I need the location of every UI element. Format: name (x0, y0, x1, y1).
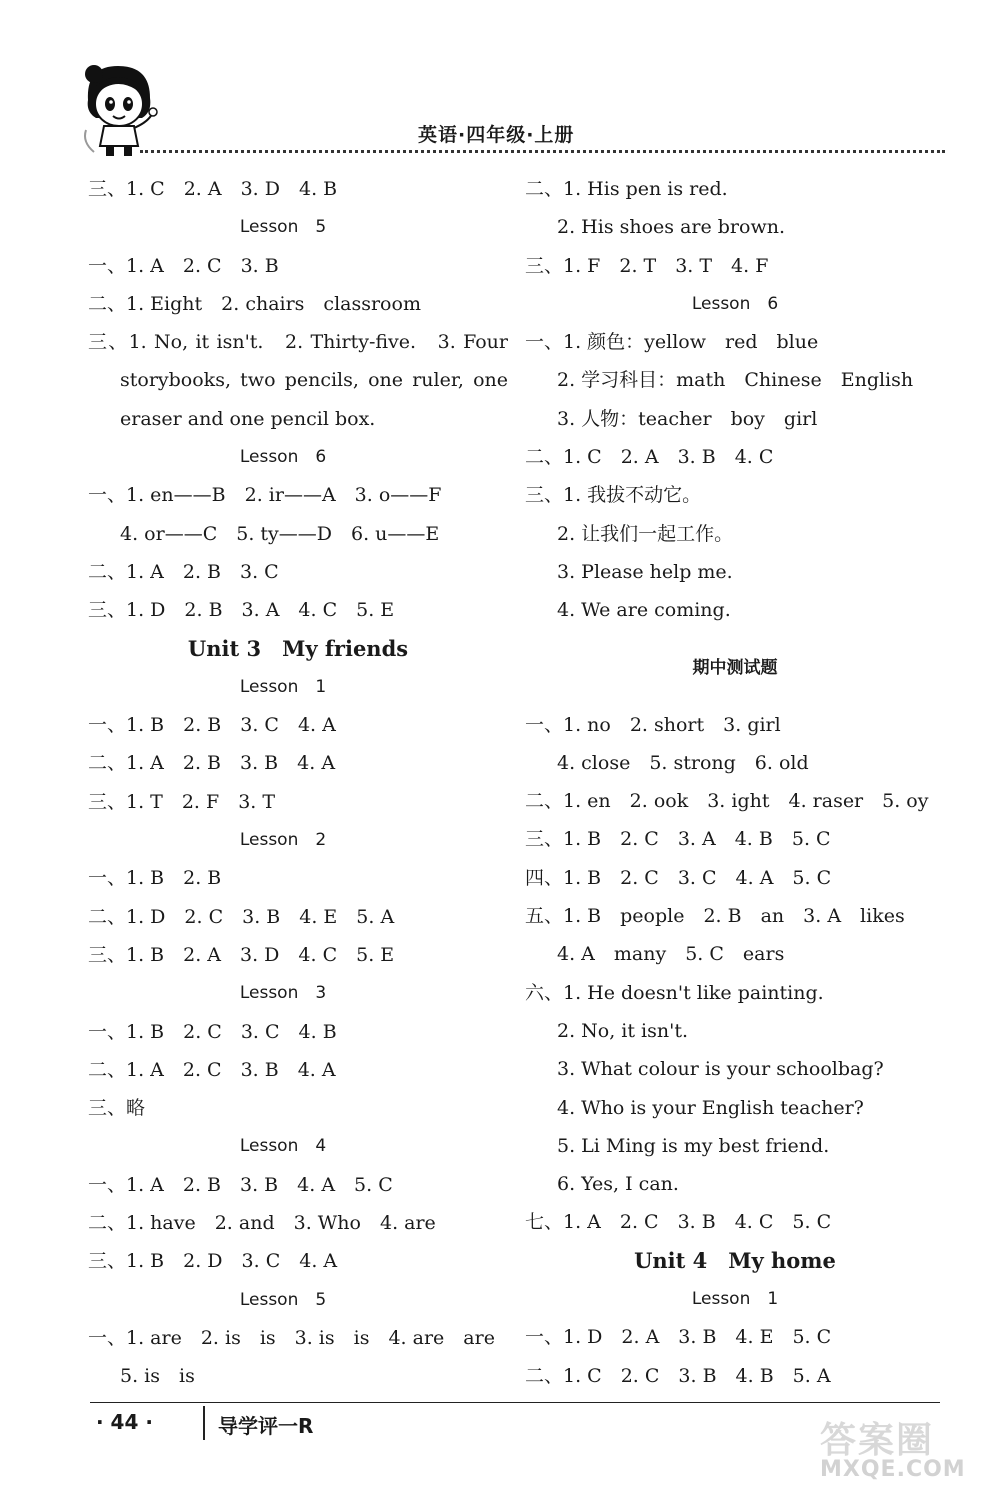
answer-line: 四、1. B 2. C 3. C 4. A 5. C (525, 866, 832, 889)
answer-line: 5. is is (120, 1365, 195, 1388)
answer-line: 3. Please help me. (557, 560, 733, 583)
answer-line: 一、1. 颜色：yellow red blue (525, 331, 819, 354)
answer-line: eraser and one pencil box. (120, 407, 376, 430)
lesson-heading: Lesson 2 (239, 830, 327, 851)
lesson-heading: Lesson 1 (691, 1289, 779, 1310)
answer-line: 4. A many 5. C ears (557, 943, 785, 966)
footer-divider (203, 1406, 205, 1440)
lesson-heading: Lesson 5 (239, 1289, 327, 1310)
lesson-heading: Lesson 5 (239, 217, 327, 238)
answer-line: 3. What colour is your schoolbag? (557, 1058, 884, 1081)
answer-line: 二、1. C 2. A 3. B 4. C (525, 446, 774, 469)
answer-line: 一、1. D 2. A 3. B 4. E 5. C (525, 1326, 832, 1349)
answer-line: 2. His shoes are brown. (557, 216, 785, 239)
left-answer-column (88, 170, 508, 1396)
lesson-heading: Lesson 3 (239, 983, 327, 1004)
answer-line: 三、1. B 2. D 3. C 4. A (88, 1250, 338, 1273)
lesson-heading: Lesson 4 (239, 1136, 327, 1157)
answer-line: 2. No, it isn't. (557, 1019, 689, 1042)
answer-line: 一、1. A 2. B 3. B 4. A 5. C (88, 1173, 393, 1196)
answer-line: 一、1. en——B 2. ir——A 3. o——F (88, 484, 442, 507)
answer-line: 二、1. C 2. C 3. B 4. B 5. A (525, 1364, 831, 1387)
watermark-url: MXQE.COM (820, 1457, 966, 1482)
cartoon-girl-mascot-icon (78, 60, 160, 158)
answer-line: 2. 让我们一起工作。 (557, 522, 734, 545)
unit-heading: Unit 3 My friends (187, 635, 409, 661)
answer-line: 6. Yes, I can. (557, 1173, 679, 1196)
answer-line: 二、1. A 2. C 3. B 4. A (88, 1058, 336, 1081)
answer-line: 三、1. B 2. A 3. D 4. C 5. E (88, 943, 395, 966)
answer-line: 4. close 5. strong 6. old (557, 751, 809, 774)
page-header (0, 0, 1000, 160)
watermark-title: 答案圈 (820, 1420, 935, 1461)
answer-line: storybooks, two pencils, one ruler, one (120, 369, 508, 392)
answer-line: 二、1. Eight 2. chairs classroom (88, 292, 421, 315)
answer-line: 三、1. T 2. F 3. T (88, 790, 276, 813)
answer-line: 三、略 (88, 1097, 146, 1120)
answer-line: 二、1. have 2. and 3. Who 4. are (88, 1212, 436, 1235)
answer-line: 一、1. B 2. B 3. C 4. A (88, 714, 336, 737)
series-name: 导学评一R (218, 1414, 314, 1438)
answer-line: 二、1. A 2. B 3. B 4. A (88, 752, 336, 775)
answer-line: 二、1. His pen is red. (525, 178, 728, 200)
footer-rule (90, 1402, 940, 1403)
answer-line: 一、1. no 2. short 3. girl (525, 713, 781, 736)
answer-line: 二、1. A 2. B 3. C (88, 560, 279, 583)
lesson-heading: Lesson 6 (691, 293, 779, 314)
answer-line: 三、1. D 2. B 3. A 4. C 5. E (88, 599, 395, 622)
unit-heading: Unit 4 My home (634, 1247, 836, 1273)
lesson-heading: Lesson 1 (239, 676, 327, 697)
book-title: 英语·四年级·上册 (418, 124, 575, 146)
answer-line: 4. Who is your English teacher? (557, 1096, 864, 1119)
exam-heading: 期中测试题 (692, 657, 778, 678)
answer-line: 2. 学习科目：math Chinese English (557, 369, 914, 392)
answer-line: 五、1. B people 2. B an 3. A likes (525, 905, 905, 928)
answer-line: 三、1. F 2. T 3. T 4. F (525, 254, 769, 277)
right-answer-column (525, 170, 945, 1395)
answer-line: 3. 人物：teacher boy girl (557, 407, 818, 430)
answer-line: 4. or——C 5. ty——D 6. u——E (120, 522, 440, 545)
answer-line: 三、1. B 2. C 3. A 4. B 5. C (525, 828, 831, 851)
answer-line: 七、1. A 2. C 3. B 4. C 5. C (525, 1211, 832, 1234)
answer-line: 一、1. are 2. is is 3. is is 4. are are (88, 1326, 495, 1349)
answer-line: 4. We are coming. (557, 599, 731, 622)
answer-line: 三、1. No, it isn't. 2. Thirty-five. 3. Four (88, 331, 508, 354)
answer-line: 三、1. 我拔不动它。 (525, 484, 702, 507)
answer-line: 三、1. C 2. A 3. D 4. B (88, 178, 338, 200)
answer-line: 一、1. B 2. C 3. C 4. B (88, 1020, 337, 1043)
lesson-heading: Lesson 6 (239, 447, 327, 468)
answer-line: 一、1. B 2. B (88, 867, 222, 890)
answer-line: 六、1. He doesn't like painting. (525, 981, 824, 1004)
answer-line: 二、1. D 2. C 3. B 4. E 5. A (88, 905, 395, 928)
answer-line: 5. Li Ming is my best friend. (557, 1134, 830, 1157)
header-dotted-rule (140, 150, 945, 153)
answer-line: 一、1. A 2. C 3. B (88, 254, 279, 277)
page-number: · 44 · (96, 1410, 153, 1434)
answer-line: 二、1. en 2. ook 3. ight 4. raser 5. oy (525, 790, 929, 813)
watermark (820, 1412, 990, 1484)
